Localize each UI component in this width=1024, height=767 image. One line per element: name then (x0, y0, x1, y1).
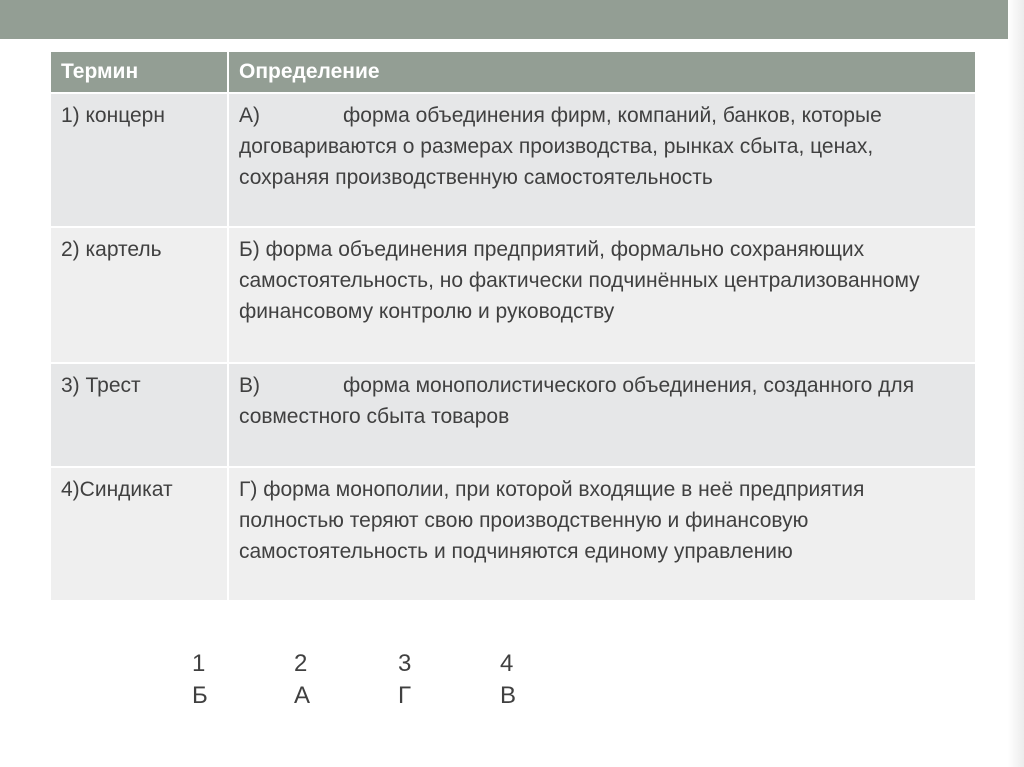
answer-number: 1 (192, 650, 206, 677)
definition-cell (229, 92, 975, 226)
answer-letter: А (294, 682, 311, 709)
answer-column (398, 648, 438, 712)
term-cell: 4)Синдикат (51, 466, 229, 600)
matching-table (51, 52, 975, 600)
table-row (51, 466, 975, 600)
definition-text: форма объединения фирм, компаний, банков, которые договариваются о размерах производства, рынках сбыта, ценах, сохраняя производственную самостоятельность (239, 104, 882, 189)
answer-column (192, 648, 232, 712)
table-header-row (51, 52, 975, 92)
answer-letter: В (500, 682, 517, 709)
header-term: Термин (51, 52, 229, 92)
answer-number: 4 (500, 650, 514, 677)
answer-column (294, 648, 334, 712)
definition-text: форма монополистического объединения, созданного для совместного сбыта товаров (239, 374, 915, 428)
term-cell: 2) картель (51, 226, 229, 362)
answer-number: 3 (398, 650, 412, 677)
definition-cell (229, 226, 975, 362)
definition-letter: В) (239, 374, 260, 397)
table-row (51, 362, 975, 466)
definition-text: Б) форма объединения предприятий, формально сохраняющих самостоятельность, но фактически подчинённых централизованному финансовому контролю и руководству (239, 238, 920, 323)
answer-number: 2 (294, 650, 308, 677)
slide-top-bar (0, 0, 1024, 39)
answer-letter: Г (398, 682, 411, 709)
definition-letter: А) (239, 104, 260, 127)
header-definition: Определение (229, 52, 975, 92)
term-cell: 3) Трест (51, 362, 229, 466)
answer-column (500, 648, 540, 712)
definition-cell (229, 466, 975, 600)
table-row (51, 226, 975, 362)
table-row (51, 92, 975, 226)
answer-letter: Б (192, 682, 208, 709)
slide-right-edge (1008, 0, 1024, 767)
definition-cell (229, 362, 975, 466)
definition-text: Г) форма монополии, при которой входящие в неё предприятия полностью теряют свою производственную и финансовую самостоятельность и подчиняются единому управлению (239, 478, 865, 563)
term-cell: 1) концерн (51, 92, 229, 226)
